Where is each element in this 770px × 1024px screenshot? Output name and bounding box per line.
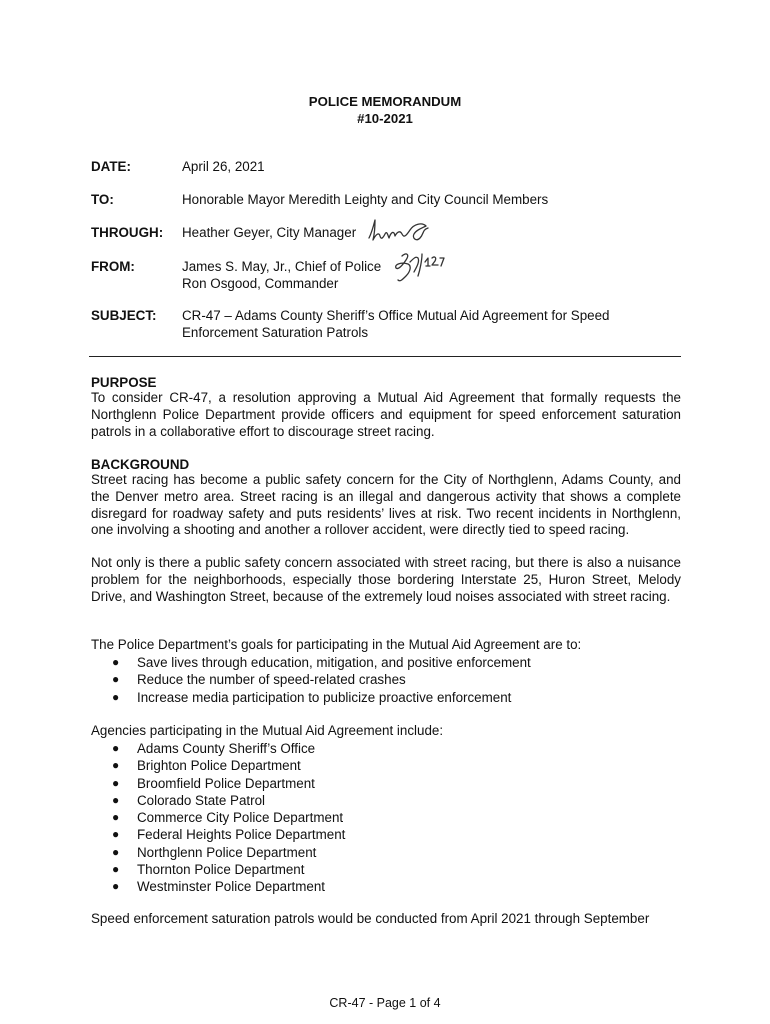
memo-title: POLICE MEMORANDUM bbox=[308, 94, 462, 109]
background-paragraph-1: Street racing has become a public safety concern for the City of Northglenn, Adams County, and the Denver metro area. Street racing is an illegal and dangerous activity that shows a complete disregard for roadway safety and puts residents’ lives at risk. Two recent incidents in Northglenn, one involving a shooting and another a rollover accident, were directly tied to speed racing. bbox=[91, 472, 681, 538]
bullet-icon: ● bbox=[112, 810, 120, 825]
list-item: ● Increase media participation to publicize proactive enforcement bbox=[112, 689, 512, 705]
bullet-icon: ● bbox=[112, 792, 120, 807]
through-initials-signature bbox=[366, 216, 432, 246]
subject-value-1: CR-47 – Adams County Sheriff’s Office Mutual Aid Agreement for Speed bbox=[182, 308, 610, 323]
from-value-1: James S. May, Jr., Chief of Police bbox=[182, 259, 382, 274]
list-item: ● Colorado State Patrol bbox=[112, 792, 266, 808]
header-divider bbox=[89, 356, 681, 357]
background-heading: BACKGROUND bbox=[91, 457, 190, 472]
from-initials-signature bbox=[392, 250, 450, 286]
list-item: ● Broomfield Police Department bbox=[112, 775, 315, 791]
bullet-icon: ● bbox=[112, 879, 120, 894]
list-item: ● Save lives through education, mitigation, and positive enforcement bbox=[112, 655, 531, 670]
purpose-heading: PURPOSE bbox=[91, 375, 157, 390]
agencies-list bbox=[112, 740, 345, 896]
bullet-icon: ● bbox=[112, 655, 120, 669]
page-footer: CR-47 - Page 1 of 4 bbox=[329, 996, 441, 1010]
bullet-icon: ● bbox=[112, 827, 120, 842]
bullet-icon: ● bbox=[112, 741, 120, 755]
bullet-icon: ● bbox=[112, 689, 120, 704]
list-item: ● Thornton Police Department bbox=[112, 862, 305, 878]
bullet-icon: ● bbox=[112, 844, 120, 859]
memo-number: #10-2021 bbox=[357, 111, 413, 126]
bullet-icon: ● bbox=[112, 758, 120, 773]
agencies-intro: Agencies participating in the Mutual Aid Agreement include: bbox=[91, 723, 444, 738]
bullet-icon: ● bbox=[112, 862, 120, 877]
through-label: THROUGH: bbox=[91, 225, 164, 240]
purpose-text: To consider CR-47, a resolution approving a Mutual Aid Agreement that formally requests the Northglenn Police Department provide officers and equipment for speed enforcement saturation patrols in a collaborative effort to discourage street racing. bbox=[91, 390, 681, 439]
goals-intro: The Police Department’s goals for participating in the Mutual Aid Agreement are to: bbox=[91, 637, 582, 652]
subject-label: SUBJECT: bbox=[91, 308, 157, 323]
date-value: April 26, 2021 bbox=[182, 159, 265, 174]
list-item: ● Westminster Police Department bbox=[112, 879, 326, 895]
from-label: FROM: bbox=[91, 259, 135, 274]
goals-list bbox=[112, 654, 531, 706]
date-label: DATE: bbox=[91, 159, 131, 174]
list-item: ● Brighton Police Department bbox=[112, 758, 301, 774]
through-value: Heather Geyer, City Manager bbox=[182, 225, 357, 240]
bullet-icon: ● bbox=[112, 775, 120, 790]
list-item: ● Reduce the number of speed-related crashes bbox=[112, 672, 406, 688]
background-paragraph-2: Not only is there a public safety concern associated with street racing, but there is also a nuisance problem for the neighborhoods, especially those bordering Interstate 25, Huron Street, Melody Drive, and Washington Street, because of the extremely loud noises associated with street racing. bbox=[91, 555, 681, 604]
from-value-2: Ron Osgood, Commander bbox=[182, 276, 339, 291]
list-item: ● Northglenn Police Department bbox=[112, 844, 317, 860]
to-label: TO: bbox=[91, 192, 114, 207]
bullet-icon: ● bbox=[112, 672, 120, 687]
subject-value-2: Enforcement Saturation Patrols bbox=[182, 325, 369, 340]
list-item: ● Federal Heights Police Department bbox=[112, 827, 346, 843]
to-value: Honorable Mayor Meredith Leighty and City Council Members bbox=[182, 192, 549, 207]
list-item: ● Adams County Sheriff’s Office bbox=[112, 741, 316, 756]
closing-text: Speed enforcement saturation patrols would be conducted from April 2021 through September bbox=[91, 911, 650, 926]
list-item: ● Commerce City Police Department bbox=[112, 810, 344, 826]
